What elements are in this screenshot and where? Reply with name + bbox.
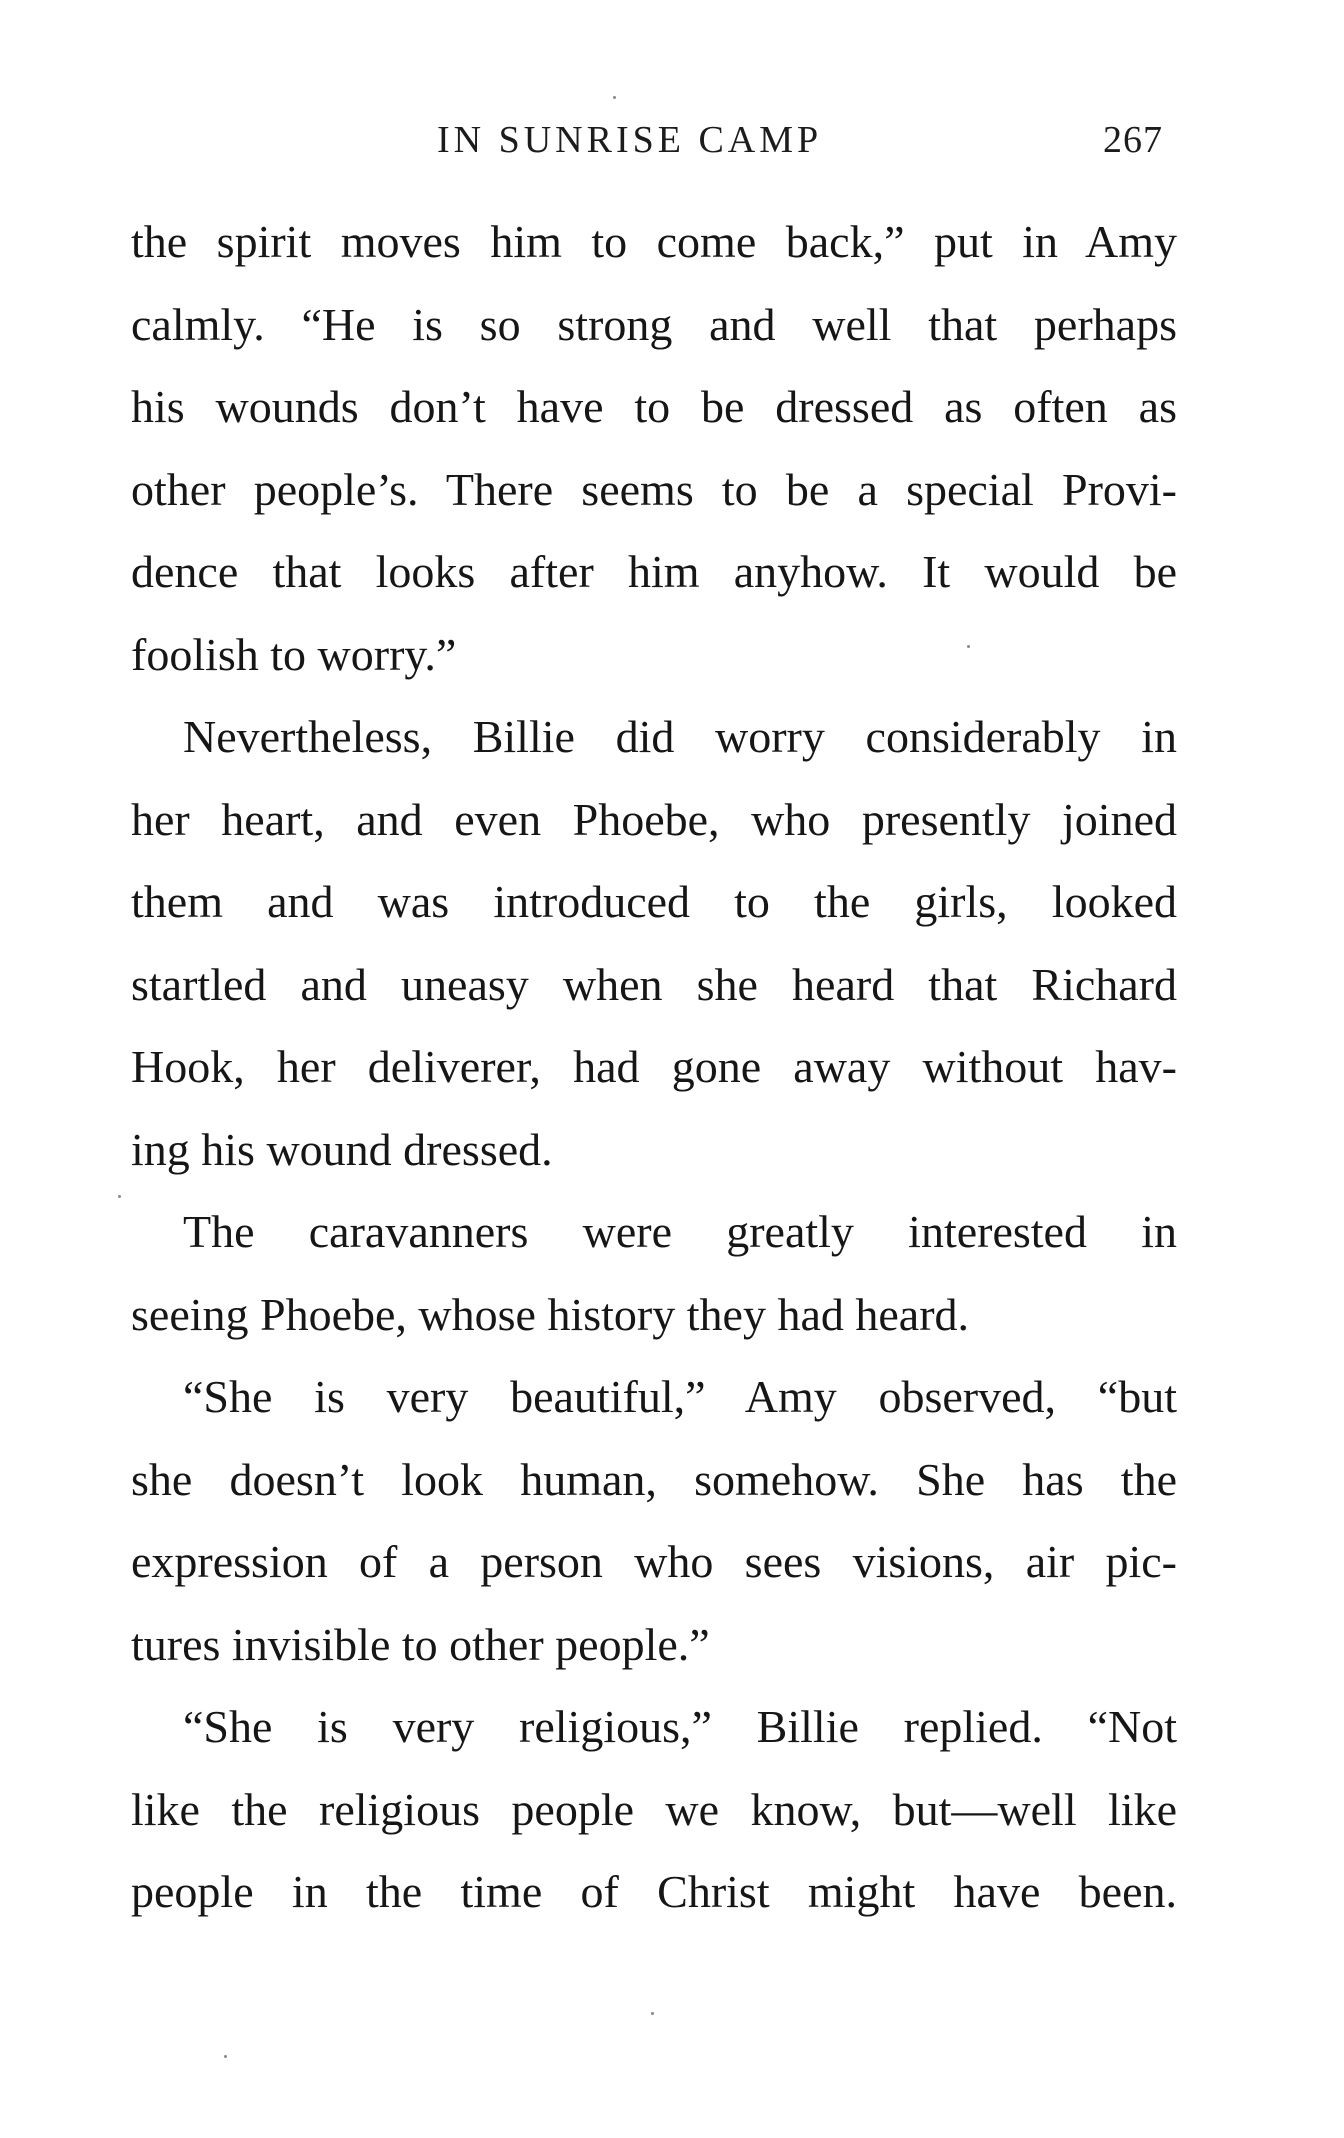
- text-line: dence that looks after him anyhow. It would be: [131, 546, 1177, 597]
- text-line: foolish to worry.”: [131, 628, 457, 680]
- page-number: 267: [1103, 119, 1163, 161]
- text-line: like the religious people we know, but—well like: [131, 1783, 1177, 1835]
- paragraph: [131, 1686, 1177, 1934]
- scan-speck: [967, 645, 970, 648]
- text-line: expression of a person who sees visions, air pic-: [131, 1536, 1177, 1587]
- text-line: them and was introduced to the girls, looked: [131, 876, 1177, 927]
- text-line: “She is very religious,” Billie replied. “Not: [183, 1701, 1177, 1752]
- paragraph: [131, 696, 1177, 1191]
- text-line: seeing Phoebe, whose history they had heard.: [131, 1288, 970, 1340]
- scan-speck: [613, 96, 616, 99]
- text-line: the spirit moves him to come back,” put in Amy: [131, 216, 1177, 267]
- text-line: startled and uneasy when she heard that Richard: [131, 958, 1177, 1010]
- text-line: ing his wound dressed.: [131, 1123, 553, 1175]
- text-line: The caravanners were greatly interested in: [183, 1206, 1177, 1257]
- text-line: tures invisible to other people.”: [131, 1618, 710, 1670]
- paragraph: [131, 1356, 1177, 1686]
- text-line: Nevertheless, Billie did worry considerably in: [183, 711, 1177, 762]
- text-line: “She is very beautiful,” Amy observed, “but: [183, 1371, 1177, 1422]
- scan-speck: [651, 2012, 654, 2015]
- text-line: calmly. “He is so strong and well that perhaps: [131, 298, 1177, 350]
- text-line: other people’s. There seems to be a special Provi-: [131, 463, 1177, 515]
- scan-speck: [118, 1195, 121, 1198]
- running-title: IN SUNRISE CAMP: [437, 119, 823, 161]
- scan-speck: [224, 2055, 227, 2058]
- text-line: her heart, and even Phoebe, who presently joined: [131, 793, 1177, 845]
- paragraph: [131, 1191, 1177, 1356]
- body-text: [131, 201, 1177, 1934]
- paragraph: [131, 201, 1177, 696]
- text-line: Hook, her deliverer, had gone away without hav-: [131, 1041, 1177, 1092]
- text-line: she doesn’t look human, somehow. She has the: [131, 1453, 1177, 1505]
- text-line: his wounds don’t have to be dressed as often as: [131, 381, 1177, 432]
- running-head: [0, 118, 1344, 168]
- text-line: people in the time of Christ might have been.: [131, 1866, 1177, 1917]
